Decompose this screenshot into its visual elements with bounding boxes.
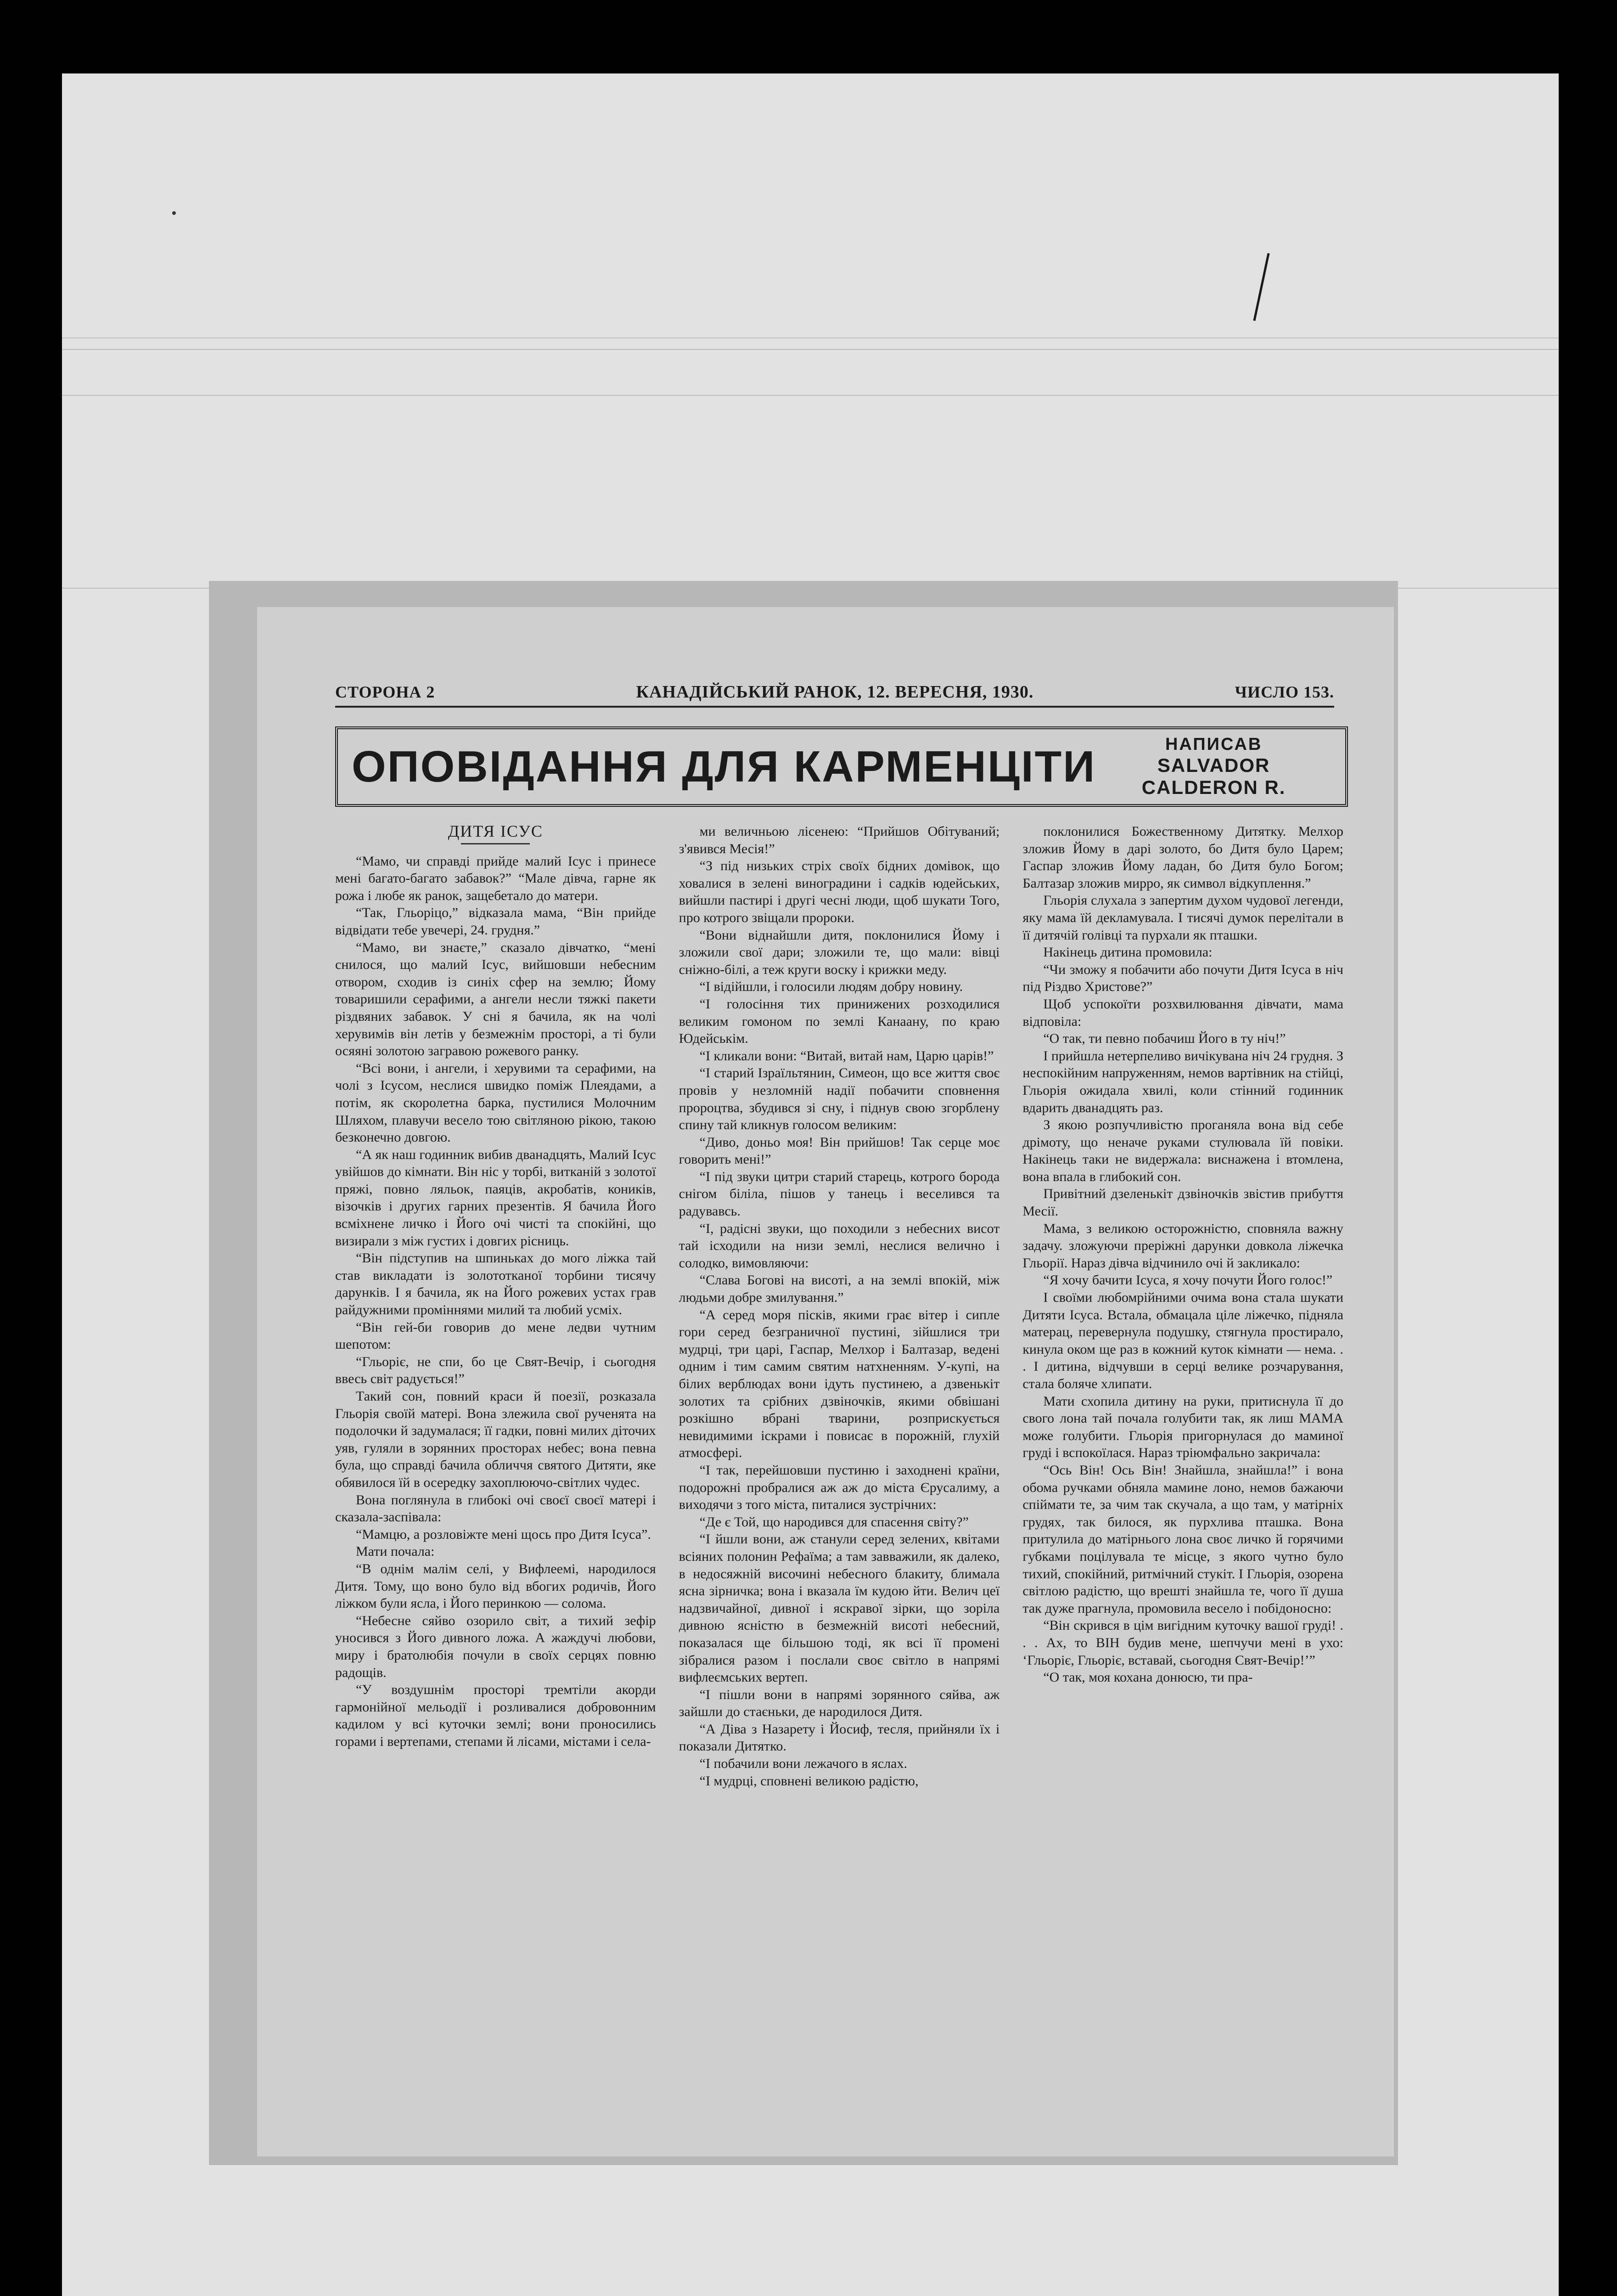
paragraph: “Всі вони, і ангели, і херувими та серафими, на чолі з Ісусом, неслися швидко поміж Плеядами, а потім, як скоролетна барка, пустилися Молочним Шляхом, плавучи весело тою світляною рікою, такою безконечно довгою.: [335, 1060, 656, 1145]
paragraph: “І під звуки цитри старий старець, котрого борода снігом біліла, пішов у танець і веселився та радувавсь.: [679, 1169, 1000, 1219]
paragraph: ми величньою лісенею: “Прийшов Обітуваний; з'явився Месія!”: [679, 824, 1000, 856]
story-title: ОПОВІДАННЯ ДЛЯ КАРМЕНЦІТИ: [352, 742, 1096, 791]
paragraph: “У воздушнім просторі тремтіли акорди гармонійної мельодії і розливалися добровонним кадилом у всі куточки землі; вони проносились горами і вертепами, степами й лісами, містами і села-: [335, 1682, 656, 1749]
paragraph: “Мамцю, а розловіжте мені щось про Дитя Ісуса”.: [356, 1526, 651, 1542]
film-speck: [172, 211, 176, 215]
paragraph: “Мамо, ви знаєте,” сказало дівчатко, “мені снилося, що малий Ісус, вийшовши небесним отвором, сходив із синіх сфер на землю; Йому товаришили серафими, а ангели несли тяжкі пакети різдвяних забавок. У снi я бачила, як на чолі херувимів він летів у безмежнім просторі, а ті були осяяні золотою загравою рожевого ранку.: [335, 940, 656, 1059]
paragraph: Мама, з великою осторожністю, сповняла важну задачу. зложуючи преріжні дарунки довкола ліжечка Гльорії. Нараз дівча відчинило очі й закликало:: [1022, 1221, 1344, 1271]
paragraph: І своїми любомрійними очима вона стала шукати Дитяти Ісуса. Встала, обмацала ціле ліжечко, підняла матерац, перевернула подушку, стягнула простирало, кинула оком ще раз в кожний куток кімнати — нема. . . І дитина, відчувши в серці велике розчарування, стала боляче хлипати.: [1022, 1290, 1344, 1391]
paragraph: “І кликали вони: “Витай, витай нам, Царю царів!”: [699, 1048, 994, 1064]
paragraph: “Диво, доньо моя! Він прийшов! Так серце моє говорить мені!”: [679, 1134, 1000, 1167]
paragraph: поклонилися Божественному Дитятку. Мелхор зложив Йому в дарі золото, бо Дитя було Царем; Гаспар зложив Йому ладан, бо Дитя було Богом; Балтазар зложив мирро, як символ відкуплення.”: [1022, 824, 1344, 891]
paragraph: Привітний дзеленькіт дзвіночків звістив прибуття Месії.: [1022, 1186, 1344, 1219]
paragraph: Вона поглянула в глибокі очі своєї своєї матері і сказала-заспівала:: [335, 1492, 656, 1525]
paragraph: “Гльоріє, не спи, бо це Свят-Вечір, і сьогодня ввесь світ радується!”: [335, 1354, 656, 1387]
header-rule: [335, 706, 1334, 708]
paragraph: “Він гей-би говорив до мене ледви чутним шепотом:: [335, 1319, 656, 1352]
article-column-1: [335, 823, 656, 2129]
paragraph: І прийшла нетерпеливо вичікувана ніч 24 грудня. З неспокійним напруженням, немов вартівник на стійці, Гльорія ожидала хвилі, коли стінний годинник вдарить дванадцять раз.: [1022, 1048, 1344, 1115]
page-header: [335, 681, 1334, 703]
article-columns: [335, 823, 1343, 2129]
paragraph: “Небесне сяйво озорило світ, а тихий зефір уносився з Його дивного ложа. А жаждучі любови, миру і братолюбія почули в своїх серцях повню радощів.: [335, 1613, 656, 1680]
issue-number: ЧИСЛО 153.: [1235, 683, 1334, 701]
paragraph: “І голосіння тих принижених розходилися великим гомоном по землі Канаану, по краю Юдейськім.: [679, 996, 1000, 1047]
paragraph: “Чи зможу я побачити або почути Дитя Ісуса в ніч під Різдво Христове?”: [1022, 962, 1344, 995]
subtitle-rule: [461, 843, 530, 844]
paragraph: “І побачили вони лежачого в яслах.: [699, 1756, 907, 1772]
paragraph: Накінець дитина промовила:: [1043, 945, 1213, 960]
paragraph: “І йшли вони, аж станули серед зелених, квітами всіяних полонин Рефаїма; а там завважили, як далеко, в недосяжній височині небесного блакиту, блимала ясна зірничка; вона і вказала їм кудою йти. Велич цеї надзвичайної, дивної і яскравої зірки, що зоріла дивною ясністю в безмежній висоті небесний, показалася ще більшою тоді, як всі її промені зібралися разом і послали своє світло в напрямі вифлеємських вертеп.: [679, 1531, 1000, 1685]
story-title-box: [335, 726, 1348, 807]
paragraph: “Вони віднайшли дитя, поклонилися Йому і зложили свої дари; зложили те, що мали: вівці сніжно-білі, а теж круги воску і крижки меду.: [679, 927, 1000, 977]
paragraph: З якою розпучливістю проганяла вона від себе дрімоту, що неначе руками стулювала їй повіки. Накінець таки не видержала: виснажена і втомлена, вона впала в глибокий сон.: [1022, 1117, 1344, 1184]
film-mark: [1253, 253, 1269, 321]
paragraph: “І старий Ізраїльтянин, Симеон, що все життя своє провів у незломній надії побачити сповнення пророцтва, збудився зі сну, і піднув свою згорблену спину тай кликнув голосом великим:: [679, 1065, 1000, 1133]
newspaper-page: [257, 607, 1394, 2156]
paragraph: “З під низьких стріх своїх бідних домівок, що ховалися в зелені виноградини і садків юдейських, вийшли пастирі і другі чесні люди, щоб шукати Того, про котрого звіщали пророки.: [679, 858, 1000, 925]
masthead-date: КАНАДІЙСЬКИЙ РАНОК, 12. ВЕРЕСНЯ, 1930.: [636, 682, 1034, 702]
paragraph: “Мамо, чи справді прийде малий Ісус і принесе мені багато-багато забавок?” “Мале дівча, гарне як рожа і любе як ранок, защебетало до матери.: [335, 853, 656, 903]
paragraph: “О так, ти певно побачиш Його в ту ніч!”: [1043, 1031, 1286, 1047]
paragraph: “А Діва з Назарету і Йосиф, тесля, прийняли їх і показали Дитятко.: [679, 1721, 1000, 1754]
paragraph: Мати почала:: [356, 1544, 435, 1559]
byline-author: SALVADOR CALDERON R.: [1141, 754, 1286, 798]
paragraph: “І так, перейшовши пустиню і заходнені країни, подорожні пробралися аж аж до міста Єрусалиму, а виходячи з того міста, питалися зустрічних:: [679, 1462, 1000, 1513]
paragraph: “О так, моя кохана донюсю, ти пра-: [1043, 1670, 1253, 1685]
paragraph: “Я хочу бачити Ісуса, я хочу почути Його голос!”: [1043, 1272, 1333, 1288]
paragraph: “І, радісні звуки, що походили з небесних висот тай ісходили на низи землі, неслися велично і солодко, вимовляючи:: [679, 1221, 1000, 1271]
paragraph: “А як наш годинник вибив дванадцять, Малий Ісус увійшов до кімнати. Він ніс у торбі, витканій з золотої пряжі, повно ляльок, паяців, акробатів, коників, візочків і других гарних презентів. Я бачила Його всміхнене личко і Його очі чисті та спокійні, що визирали з між густих і довгих рісниць.: [335, 1147, 656, 1249]
section-subtitle: ДИТЯ ІСУС: [448, 823, 543, 840]
paragraph: “Він підступив на шпиньках до мого ліжка тай став викладати із золототканої торбини тисячу дарунків. І я бачила, як на Його рожевих устах грав райдужними проміннями милий та любий усміх.: [335, 1250, 656, 1318]
paragraph: Мати схопила дитину на руки, притиснула її до свого лона тай почала голубити так, як лиш МАМА може голубити. Гльорія пригорнулася до маминої груді і вспокоїлася. Нараз тріюмфально закричала:: [1022, 1393, 1344, 1461]
paragraph: “І пішли вони в напрямі зорянного сяйва, аж зайшли до стаєньки, де народилося Дитя.: [679, 1687, 1000, 1720]
paragraph: Гльорія слухала з запертим духом чудової легенди, яку мама їй декламувала. І тисячі думок перелітали в її дитячій голівці та пурхали як пташки.: [1022, 893, 1344, 943]
film-scratch: [62, 395, 1559, 396]
paragraph: “Так, Гльоріцо,” відказала мама, “Він прийде відвідати тебе увечері, 24. грудня.”: [335, 905, 656, 938]
paragraph: “Де є Той, що народився для спасення світу?”: [699, 1514, 969, 1530]
byline-label: НАПИСАВ: [1165, 735, 1263, 754]
article-column-2: [679, 823, 1000, 2129]
byline: [1096, 735, 1331, 799]
paragraph: “В однім малім селі, у Вифлеемі, народилося Дитя. Тому, що воно було від вбогих родичів, Його ліжком були ясла, і Його перинкою — солома.: [335, 1561, 656, 1611]
paragraph: “І мудрці, сповнені великою радістю,: [699, 1773, 919, 1789]
paragraph: “Ось Він! Ось Він! Знайшла, знайшла!” і вона обома ручками обняла мамине лоно, немов бажаючи спіймати те, за чим так скучала, а що там, у матірніх грудях, так билося, як пурхлива пташка. Вона притулила до матірнього лона своє личко й горячими губками поцілувала те місце, з якого чутно було тихий, спокійний, ритмічний стукіт. І Гльорія, озорена світлою радістю, що врешті знайшла те, чого її душа так дуже прагнула, промовила весело і побідоносно:: [1022, 1462, 1344, 1616]
paragraph: “І відійшли, і голосили людям добру новину.: [699, 979, 963, 995]
film-scratch: [62, 349, 1559, 350]
paragraph: Щоб успокоїти розхвилювання дівчати, мама відповіла:: [1022, 996, 1344, 1029]
page-number: СТОРОНА 2: [335, 683, 435, 701]
paragraph: “А серед моря пісків, якими грає вітер і сипле гори серед безграничної пустині, зійшлися три мудрці, три царі, Гаспар, Мелхор і Балтазар, ведені одним і тим самим святим натхненням. У-купі, на білих верблюдах вони ідуть пустинею, а дзвенькіт золотих та срібних дзвіночків, якими обвішані розкішно вбрані тварини, розприскується невидимими іскрами і повисає в порожній, глухій атмосфері.: [679, 1307, 1000, 1461]
paragraph: Такий сон, повний краси й поезії, розказала Гльорія своїй матері. Вона злежила свої рученята на подолочки й задумалася; її гадки, повні милих діточих уяв, гуляли в зорянних просторах небес; вона певна була, що справді бачила обличчя святого Дитяти, яке обявилося їй в осередку захоплюючо-світлих чудес.: [335, 1389, 656, 1490]
article-column-3: [1022, 823, 1343, 2129]
paragraph: “Слава Богові на висоті, а на землі впокій, між людьми добре змилування.”: [679, 1272, 1000, 1306]
paragraph: “Він скрився в цім вигідним куточку вашої груді! . . . Ах, то ВІН будив мене, шепчучи мені в ухо: ‘Гльоріє, Гльоріє, вставай, сьогодня Свят-Вечір!’”: [1022, 1618, 1344, 1668]
